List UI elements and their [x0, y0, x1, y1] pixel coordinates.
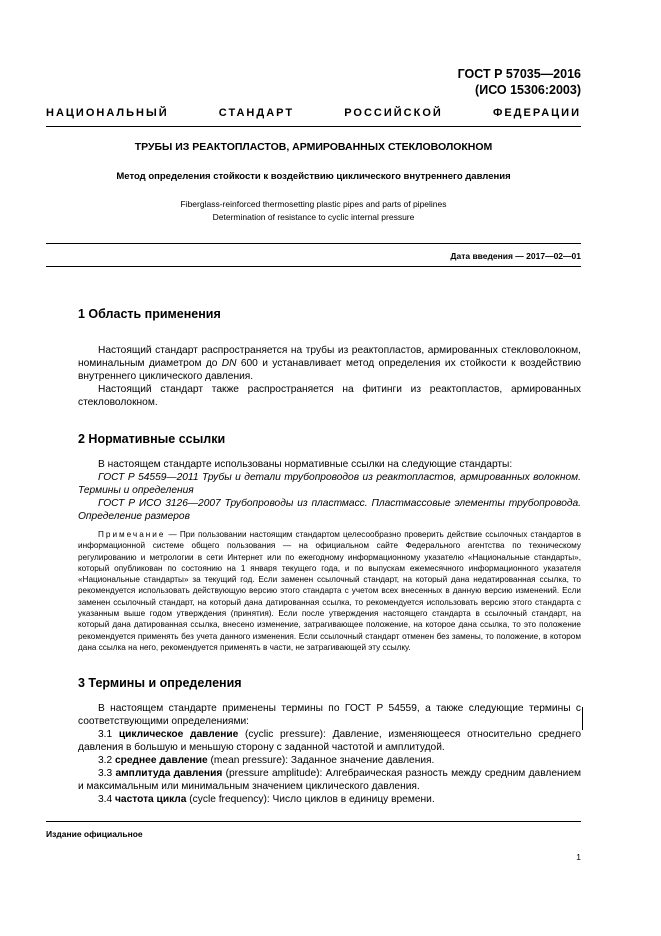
note-paragraph	[78, 529, 581, 653]
title-divider	[46, 243, 581, 244]
page-number: 1	[576, 852, 581, 862]
section-heading: 1 Область применения	[78, 307, 221, 321]
paragraph: В настоящем стандарте использованы нормативные ссылки на следующие стандарты:	[98, 459, 513, 470]
section-heading: 2 Нормативные ссылки	[78, 432, 226, 446]
english-title-line: Fiberglass-reinforced thermosetting plastic pipes and parts of pipelines	[180, 199, 447, 209]
revision-bar	[582, 707, 583, 730]
document-identifier	[458, 66, 581, 98]
header-divider	[46, 126, 581, 127]
dn-symbol: DN	[221, 358, 237, 369]
term-definition: 3.3 амплитуда давления (pressure amplitude): Алгебраическая разность между средним давлением и максимальным или минимальным значением циклического давления.	[78, 768, 581, 793]
reference-item: ГОСТ Р ИСО 3126—2007 Трубопроводы из пластмасс. Пластмассовые элементы трубопровода. Определение размеров	[78, 498, 581, 522]
term-definition: 3.1 циклическое давление (cyclic pressure): Давление, изменяющееся относительно среднего давления в большую и меньшую сторону с заданной частотой и амплитудой.	[78, 729, 582, 754]
reference-item: ГОСТ Р 54559—2011 Трубы и детали трубопроводов из реактопластов, армированных волокном. Термины и определения	[78, 472, 581, 496]
footer-divider	[46, 821, 581, 822]
national-standard-banner	[46, 107, 581, 119]
paragraph: Настоящий стандарт распространяется на трубы из реактопластов, армированных стекловолокном, номинальным диаметром до DN 600 и устанавливает метод определения их стойкости к воздействию внутреннего циклического давления.	[78, 345, 581, 382]
note-label: Примечание	[98, 530, 166, 539]
introduction-date: Дата введения — 2017—02—01	[450, 251, 581, 261]
document-title: ТРУБЫ ИЗ РЕАКТОПЛАСТОВ, АРМИРОВАННЫХ СТЕКЛОВОЛОКНОМ	[134, 141, 493, 153]
doc-number: ГОСТ Р 57035—2016	[457, 67, 581, 81]
banner-word: РОССИЙСКОЙ	[344, 107, 443, 119]
english-title-line: Determination of resistance to cyclic internal pressure	[212, 212, 415, 222]
english-title	[46, 198, 581, 224]
paragraph: В настоящем стандарте применены термины по ГОСТ Р 54559, а также следующие термины с соответствующими определениями:	[78, 703, 581, 728]
banner-word: НАЦИОНАЛЬНЫЙ	[46, 107, 169, 119]
banner-word: СТАНДАРТ	[218, 107, 295, 119]
term-definition: 3.4 частота цикла (cycle frequency): Число циклов в единицу времени.	[98, 794, 435, 806]
banner-word: ФЕДЕРАЦИИ	[492, 107, 581, 119]
note-text: — При пользовании настоящим стандартом целесообразно проверить действие ссылочных стандартов в информационной системе общего пользования — на официальном сайте Федерального агентства по техническому регулированию и метрологии в сети Интернет или по ежегодному информационному указателю «Национальные стандарты», который опубликован по состоянию на 1 января текущего года, и по выпускам ежемесячного информационного указателя «Национальные стандарты» за текущий год. Если заменен ссылочный стандарт, на который дана недатированная ссылка, то рекомендуется использовать действующую версию этого стандарта с учетом всех внесенных в данную версию изменений. Если заменен ссылочный стандарт, на который дана датированная ссылка, то рекомендуется использовать версию этого стандарта с указанным выше годом утверждения (принятия). Если после утверждения настоящего стандарта в ссылочный стандарт, на который дана датированная ссылка, внесено изменение, затрагивающее положение, на которое дана ссылка, то это положение рекомендуется применять без учета данного изменения. Если ссылочный стандарт отменен без замены, то положение, в котором дана ссылка на него, рекомендуется применять в части, не затрагивающей эту ссылку.	[78, 530, 581, 652]
term-definition: 3.2 среднее давление (mean pressure): Заданное значение давления.	[98, 755, 435, 767]
document-subtitle: Метод определения стойкости к воздействию циклического внутреннего давления	[116, 171, 511, 182]
date-divider	[46, 266, 581, 267]
document-body	[78, 306, 581, 806]
iso-reference: (ИСО 15306:2003)	[475, 83, 581, 97]
edition-label: Издание официальное	[46, 829, 143, 839]
paragraph: Настоящий стандарт также распространяется на фитинги из реактопластов, армированных стекловолокном.	[78, 384, 581, 408]
section-heading: 3 Термины и определения	[78, 676, 242, 691]
